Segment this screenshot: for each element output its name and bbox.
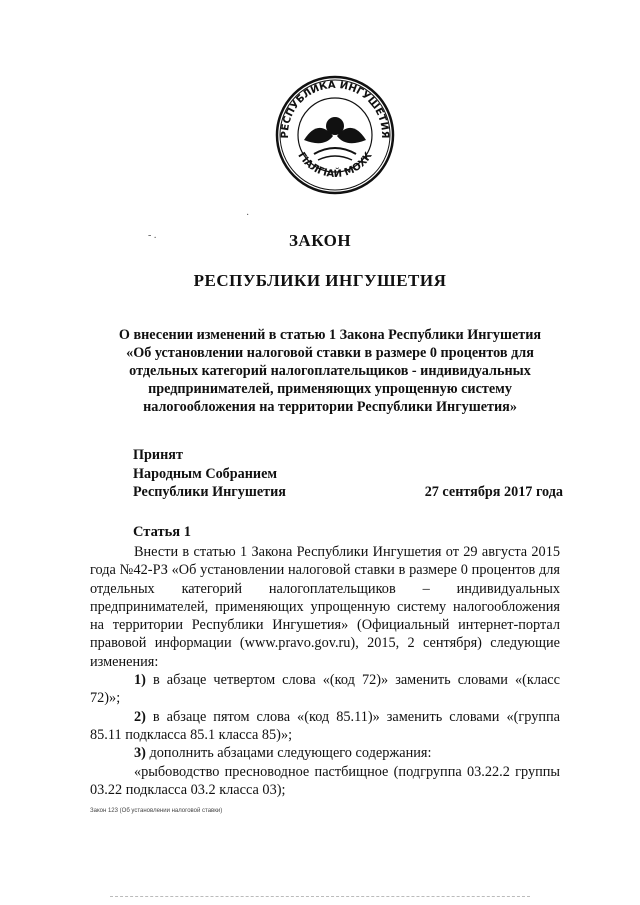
- scan-speck: - .: [148, 230, 157, 241]
- seal-top-text: РЕСПУБЛИКА ИНГУШЕТИЯ: [279, 79, 391, 139]
- item-text: в абзаце пятом слова «(код 85.11)» заменить словами «(группа 85.11 подкласса 85.1 класса 85)»;: [90, 708, 560, 743]
- seal-bottom-text: ГӀАЛГӀАЙ МОХК: [295, 150, 375, 181]
- amendment-item: [90, 671, 560, 708]
- subject-line: предпринимателей, применяющих упрощенную систему: [148, 381, 512, 397]
- article-body: [90, 543, 560, 799]
- item-text: дополнить абзацами следующего содержания:: [145, 745, 432, 762]
- footer-note: Закон 123 (Об установлении налоговой ставки): [90, 808, 223, 814]
- adopted-body: Народным Собранием: [133, 465, 278, 482]
- amendment-item: [90, 744, 560, 762]
- item-number: 1): [134, 672, 146, 689]
- article-heading: Статья 1: [133, 524, 191, 540]
- item-number: 2): [134, 708, 146, 725]
- adoption-block: [133, 446, 563, 502]
- amendment-item: [90, 708, 560, 745]
- coat-of-arms-seal: [274, 74, 396, 196]
- article-intro: Внести в статью 1 Закона Республики Ингушетия от 29 августа 2015 года №42-РЗ «Об установлении налоговой ставки в размере 0 процентов для отдельных категорий налогоплательщиков – индивидуальных предпринимателей, применяющих упрощенную систему налогообложения на территории Республики Ингушетия» (Официальный интернет-портал правовой информации (www.pravo.gov.ru), 2015, 2 сентября) следующие изменения:: [90, 544, 560, 670]
- quoted-addition: «рыбоводство пресноводное пастбищное (подгруппа 03.22.2 группы 03.22 подкласса 03.2 класса 03);: [90, 763, 560, 798]
- subject-line: налогообложения на территории Республики Ингушетия»: [143, 399, 517, 415]
- item-number: 3): [134, 745, 146, 762]
- law-title: ЗАКОН: [288, 231, 352, 250]
- adopted-republic: Республики Ингушетия: [133, 484, 286, 500]
- scan-edge: [110, 896, 530, 900]
- law-subtitle: РЕСПУБЛИКИ ИНГУШЕТИЯ: [193, 271, 447, 290]
- law-subject: [100, 326, 560, 416]
- item-text: в абзаце четвертом слова «(код 72)» заменить словами «(класс 72)»;: [90, 672, 560, 707]
- adopted-label: Принят: [133, 447, 183, 463]
- subject-line: О внесении изменений в статью 1 Закона Республики Ингушетия: [118, 327, 542, 343]
- subject-line: «Об установлении налоговой ставки в размере 0 процентов для: [126, 345, 534, 361]
- scan-speck: ·: [246, 210, 250, 221]
- subject-line: отдельных категорий налогоплательщиков - индивидуальных: [129, 363, 531, 379]
- adoption-date: 27 сентября 2017 года: [424, 484, 563, 500]
- svg-text:ГӀАЛГӀАЙ МОХК: [295, 150, 375, 180]
